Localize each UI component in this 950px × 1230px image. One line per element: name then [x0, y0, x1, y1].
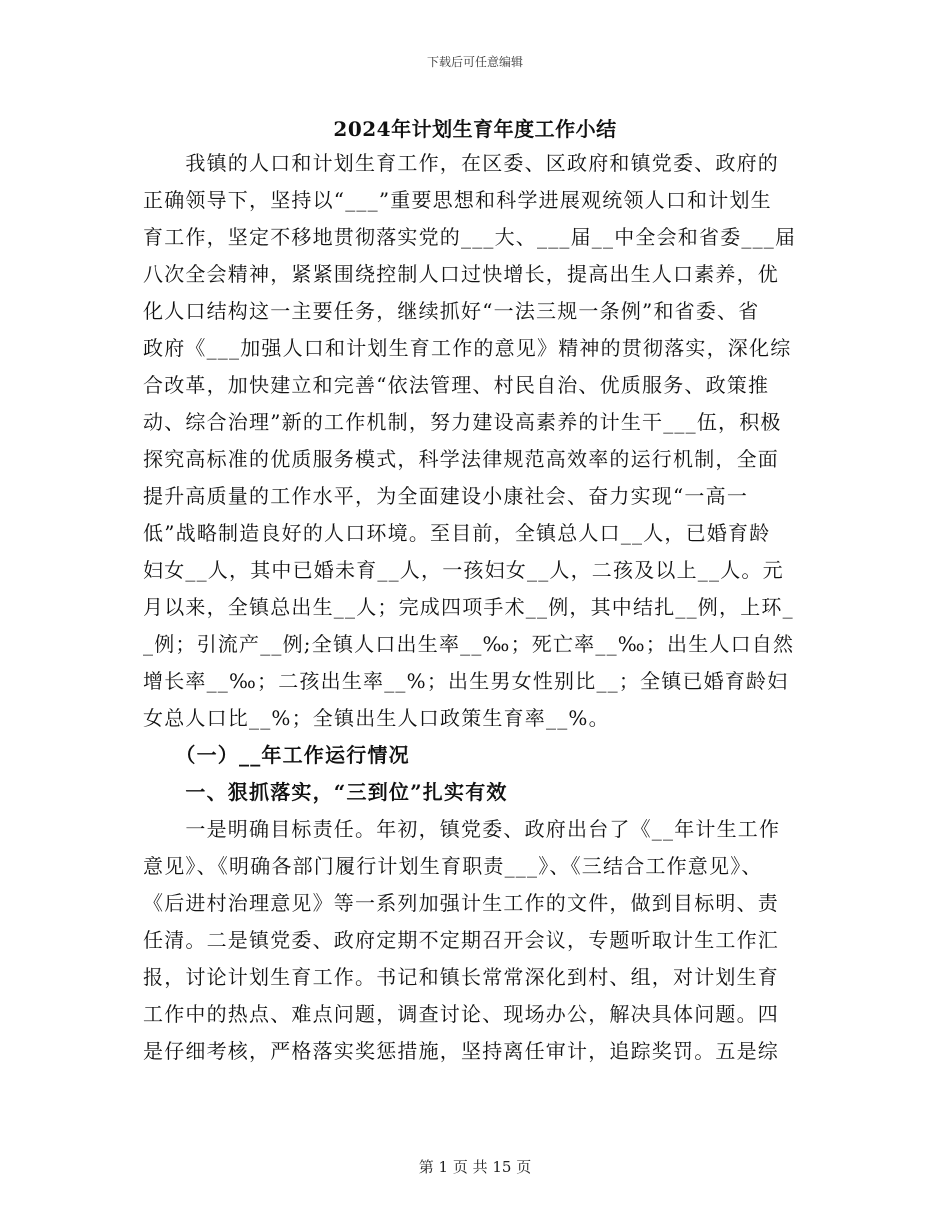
paragraph-line: 月以来，全镇总出生__人；完成四项手术__例，其中结扎__例，上环_	[143, 595, 794, 619]
document-body	[143, 145, 823, 1070]
paragraph-line: 报，讨论计划生育工作。书记和镇长常常深化到村、组，对计划生育	[143, 965, 779, 989]
document-title: 2024年计划生育年度工作小结	[333, 117, 617, 141]
paragraph-line: 提升高质量的工作水平，为全面建设小康社会、奋力实现“一高一	[143, 484, 749, 508]
paragraph-line: 《后进村治理意见》等一系列加强计生工作的文件，做到目标明、责	[143, 891, 779, 915]
paragraph-line: 是仔细考核，严格落实奖惩措施，坚持离任审计，追踪奖罚。五是综	[143, 1039, 779, 1063]
paragraph-line: _例；引流产__例;全镇人口出生率__‰；死亡率__‰；出生人口自然	[143, 632, 795, 656]
section-heading: 一、狠抓落实，“三到位”扎实有效	[143, 780, 508, 804]
paragraph-line: 探究高标准的优质服务模式，科学法律规范高效率的运行机制，全面	[143, 447, 779, 471]
paragraph-line: 意见》、《明确各部门履行计划生育职责___》、《三结合工作意见》、	[143, 854, 763, 878]
section-heading: （一）__年工作运行情况	[143, 743, 410, 767]
paragraph-line: 我镇的人口和计划生育工作，在区委、区政府和镇党委、政府的	[143, 151, 779, 175]
page-number-footer: 第 1 页 共 15 页	[418, 1158, 532, 1176]
paragraph-line: 任清。二是镇党委、政府定期不定期召开会议，专题听取计生工作汇	[143, 928, 779, 952]
paragraph-line: 化人口结构这一主要任务，继续抓好“一法三规一条例”和省委、省	[143, 299, 760, 323]
paragraph-line: 工作中的热点、难点问题，调查讨论、现场办公，解决具体问题。四	[143, 1002, 779, 1026]
header-note: 下载后可任意编辑	[426, 55, 523, 69]
paragraph-line: 合改革，加快建立和完善“依法管理、村民自治、优质服务、政策推	[143, 373, 770, 397]
paragraph-line: 增长率__‰；二孩出生率__%；出生男女性别比__；全镇已婚育龄妇	[143, 669, 789, 693]
paragraph-line: 动、综合治理”新的工作机制，努力建设高素养的计生干___伍，积极	[143, 410, 782, 434]
paragraph-line: 八次全会精神，紧紧围绕控制人口过快增长，提高出生人口素养，优	[143, 262, 779, 286]
paragraph-line: 政府《___加强人口和计划生育工作的意见》精神的贯彻落实，深化综	[143, 336, 792, 360]
paragraph-line: 低”战略制造良好的人口环境。至目前，全镇总人口__人，已婚育龄	[143, 521, 771, 545]
paragraph-line: 妇女__人，其中已婚未育__人，一孩妇女__人，二孩及以上__人。元	[143, 558, 784, 582]
paragraph-line: 女总人口比__%；全镇出生人口政策生育率__%。	[143, 706, 610, 730]
paragraph-line: 正确领导下，坚持以“___”重要思想和科学进展观统领人口和计划生	[143, 188, 772, 212]
paragraph-line: 一是明确目标责任。年初，镇党委、政府出台了《__年计生工作	[143, 817, 781, 841]
paragraph-line: 育工作，坚定不移地贯彻落实党的___大、___届__中全会和省委___届	[143, 225, 797, 249]
